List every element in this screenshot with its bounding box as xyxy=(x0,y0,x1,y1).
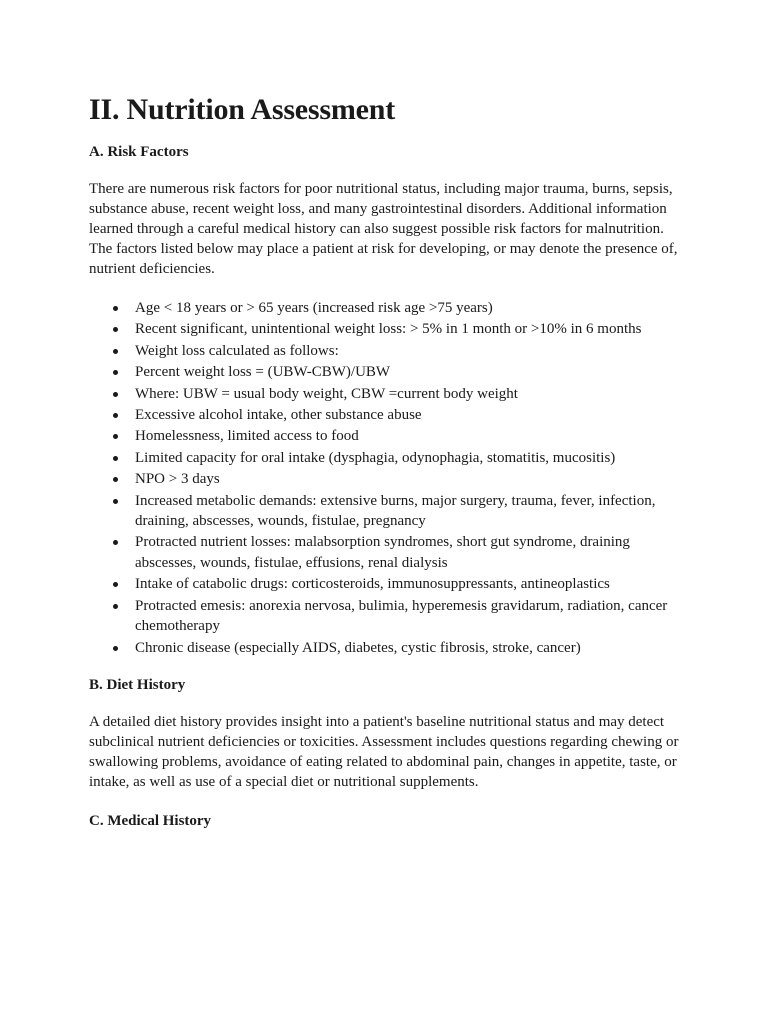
list-item xyxy=(89,448,679,468)
bullet-icon xyxy=(113,306,118,311)
list-item-text: Age < 18 years or > 65 years (increased risk age >75 years) xyxy=(135,300,493,316)
list-item-text: Protracted emesis: anorexia nervosa, bulimia, hyperemesis gravidarum, radiation, cancer chemotherapy xyxy=(135,597,668,635)
bullet-icon xyxy=(113,456,118,461)
page-title: II. Nutrition Assessment xyxy=(89,93,396,126)
list-item-text: Where: UBW = usual body weight, CBW =current body weight xyxy=(135,385,518,402)
bullet-icon xyxy=(113,582,118,587)
bullet-icon xyxy=(113,370,118,375)
list-item xyxy=(89,362,679,382)
bullet-icon xyxy=(113,434,118,439)
list-item-text: Percent weight loss = (UBW-CBW)/UBW xyxy=(135,364,391,381)
list-item-text: Homelessness, limited access to food xyxy=(135,428,359,445)
bullet-icon xyxy=(113,646,118,651)
section-heading-medical-history: C. Medical History xyxy=(89,812,212,829)
list-item xyxy=(89,319,679,339)
list-item-text: Limited capacity for oral intake (dysphagia, odynophagia, stomatitis, mucositis) xyxy=(135,449,616,466)
list-item xyxy=(89,532,679,573)
list-item-text: Recent significant, unintentional weight loss: > 5% in 1 month or >10% in 6 months xyxy=(135,321,642,338)
bullet-icon xyxy=(113,413,118,418)
list-item xyxy=(89,341,679,361)
list-item xyxy=(89,574,679,594)
list-item-text: Increased metabolic demands: extensive burns, major surgery, trauma, fever, infection, draining, abscesses, wounds, fistulae, pregnancy xyxy=(135,492,656,530)
document-page xyxy=(89,92,679,848)
list-item-text: Protracted nutrient losses: malabsorption syndromes, short gut syndrome, draining abscesses, wounds, fistulae, effusions, renal dialysis xyxy=(135,534,630,571)
risk-factors-list xyxy=(89,298,679,658)
list-item-text: Chronic disease (especially AIDS, diabetes, cystic fibrosis, stroke, cancer) xyxy=(135,639,581,656)
bullet-icon xyxy=(113,392,118,397)
list-item xyxy=(89,469,679,489)
bullet-icon xyxy=(113,349,118,354)
list-item-text: Intake of catabolic drugs: corticosteroids, immunosuppressants, antineoplastics xyxy=(135,576,610,593)
list-item xyxy=(89,596,679,637)
list-item xyxy=(89,298,679,318)
section-heading-diet-history: B. Diet History xyxy=(89,676,186,693)
list-item-text: Excessive alcohol intake, other substance abuse xyxy=(135,407,422,424)
list-item xyxy=(89,638,679,658)
bullet-icon xyxy=(113,604,118,609)
list-item-text: Weight loss calculated as follows: xyxy=(135,342,339,359)
list-item xyxy=(89,426,679,446)
list-item xyxy=(89,384,679,404)
list-item-text: NPO > 3 days xyxy=(135,471,220,488)
bullet-icon xyxy=(113,540,118,545)
bullet-icon xyxy=(113,327,118,332)
bullet-icon xyxy=(113,499,118,504)
list-item xyxy=(89,405,679,425)
bullet-icon xyxy=(113,477,118,482)
section-heading-risk-factors: A. Risk Factors xyxy=(89,144,189,160)
diet-history-body: A detailed diet history provides insight into a patient's baseline nutritional status and may detect subclinical nutrient deficiencies or toxicities. Assessment includes questions regarding chewing or swallowing problems, avoidance of eating related to abdominal pain, changes in appetite, taste, or intake, as well as use of a special diet or nutritional supplements. xyxy=(89,713,679,790)
risk-factors-intro: There are numerous risk factors for poor nutritional status, including major trauma, burns, sepsis, substance abuse, recent weight loss, and many gastrointestinal disorders. Additional information learned through a careful medical history can also suggest possible risk factors for malnutrition. The factors listed below may place a patient at risk for developing, or may denote the presence of, nutrient deficiencies. xyxy=(89,181,678,277)
list-item xyxy=(89,491,679,532)
